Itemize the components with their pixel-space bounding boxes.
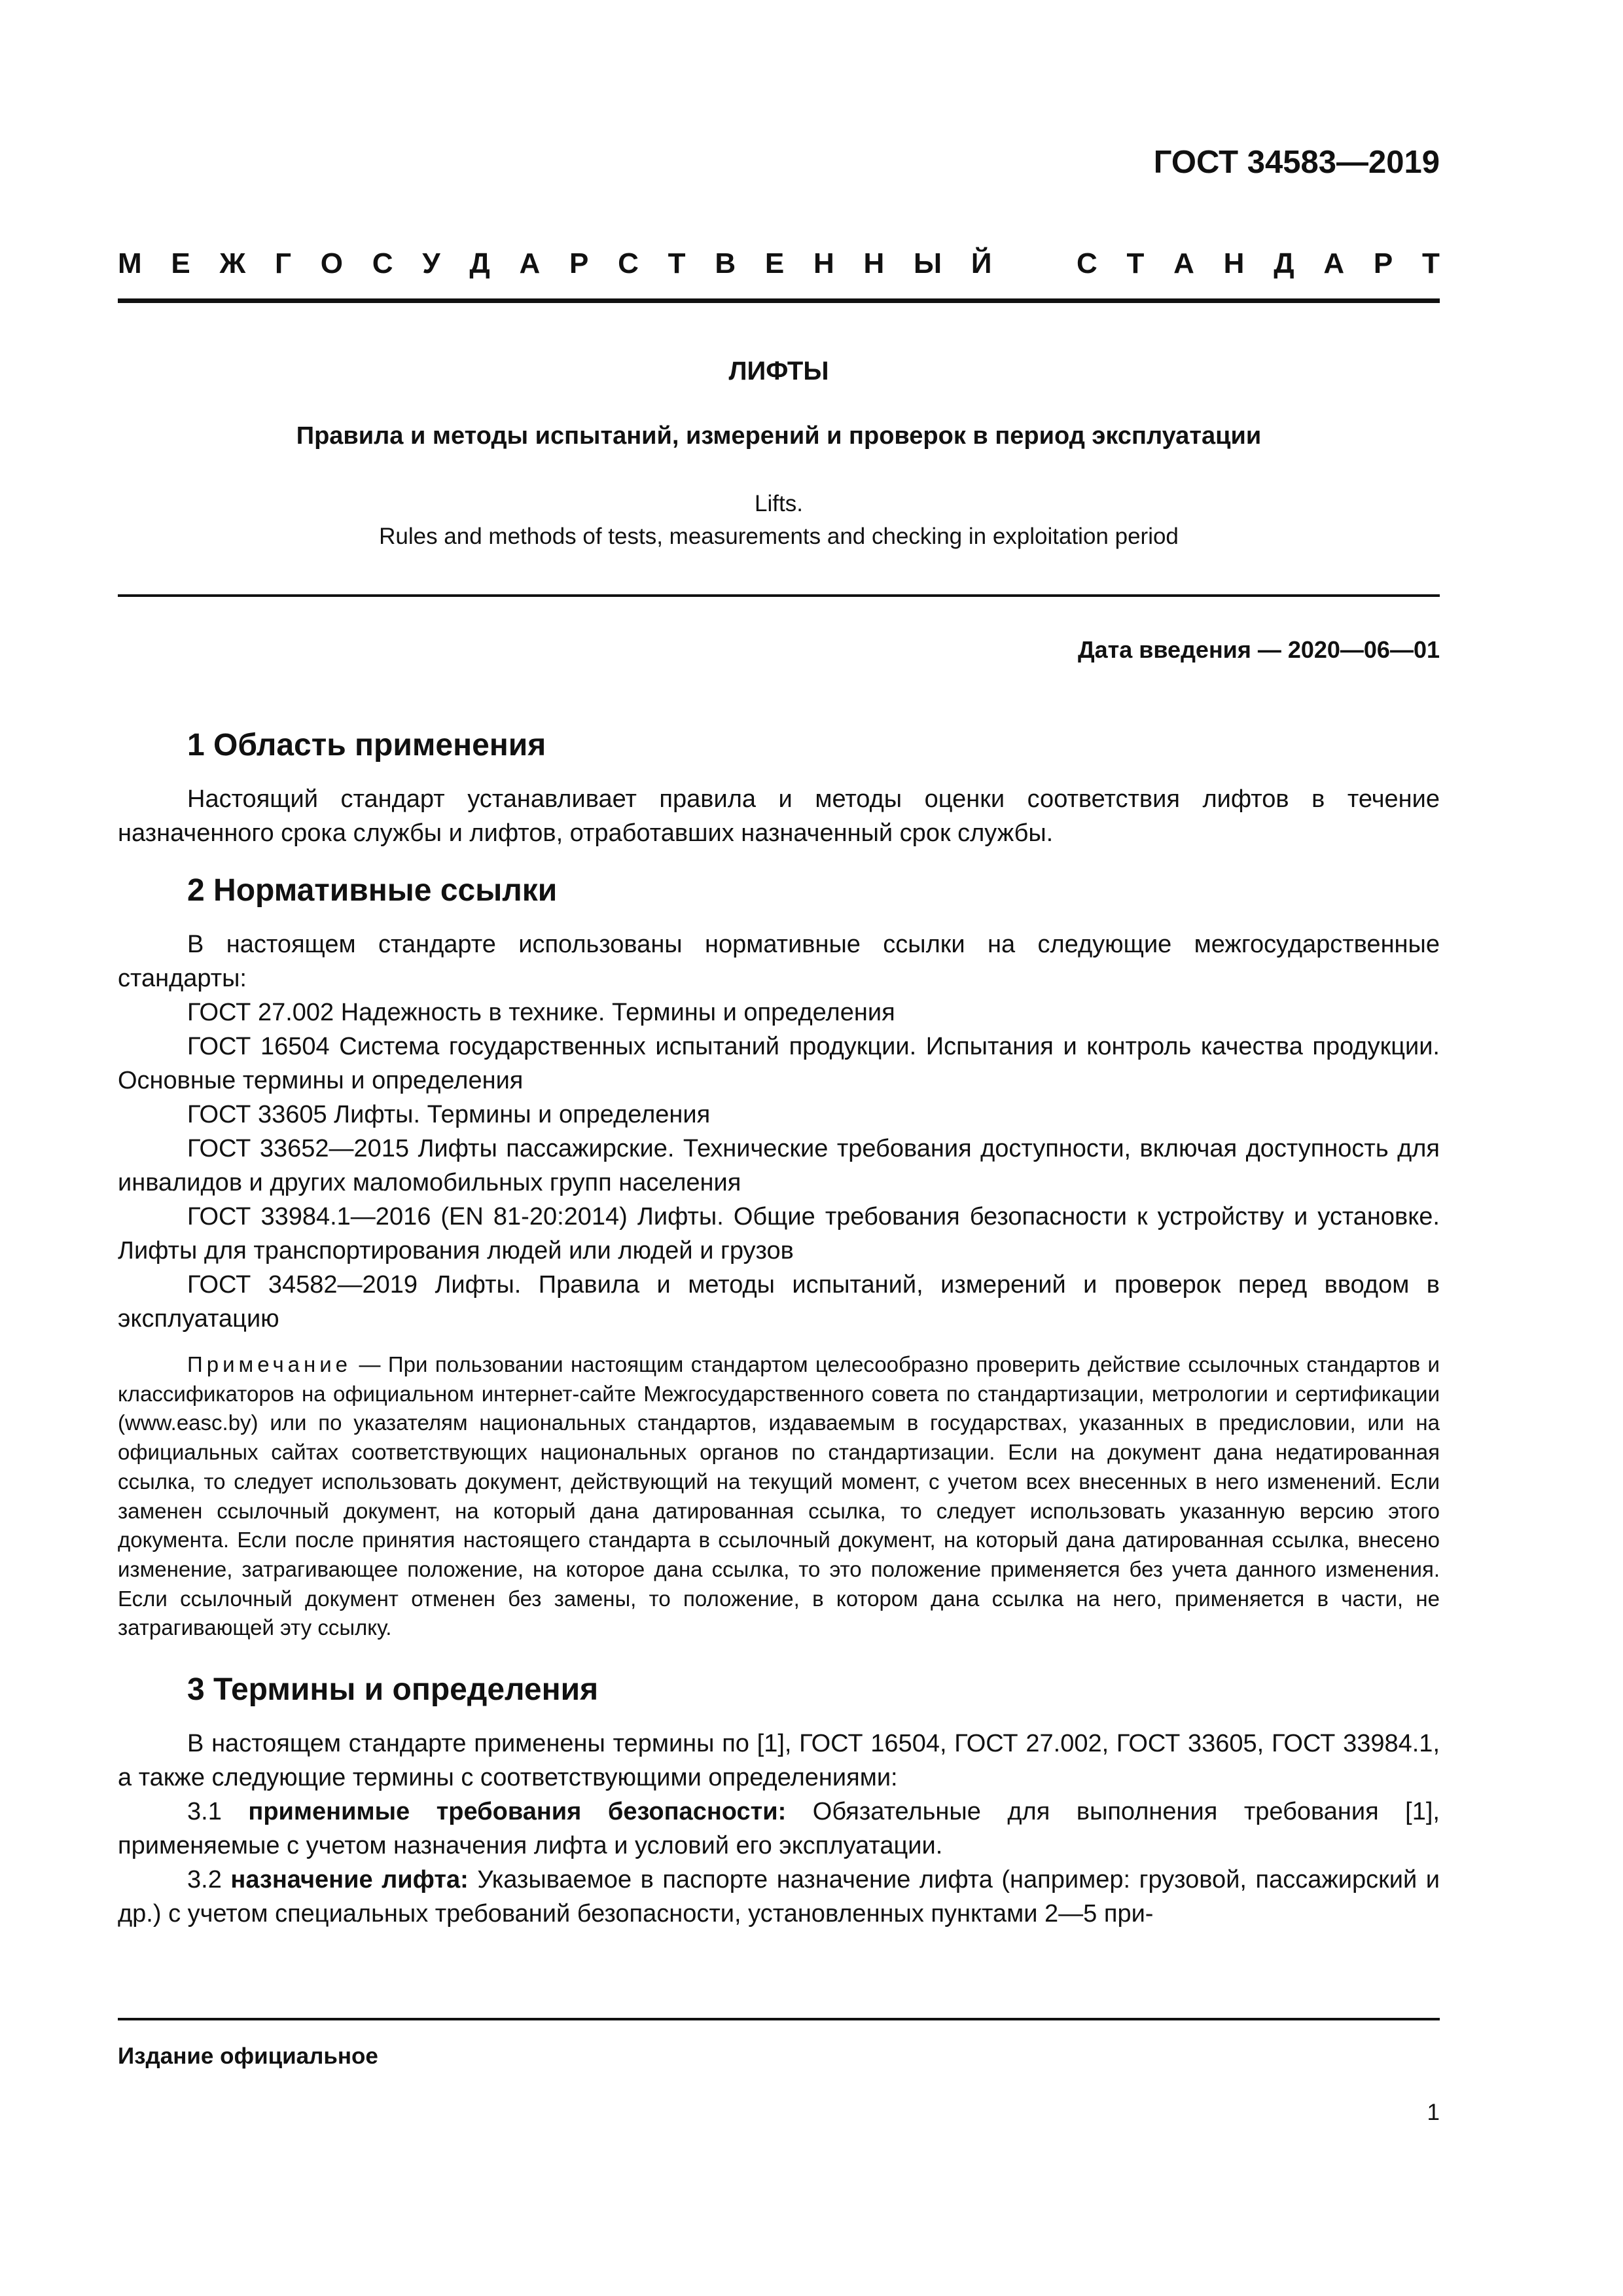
- banner-letter: Д: [1274, 247, 1294, 279]
- paragraph: В настоящем стандарте использованы нормативные ссылки на следующие межгосударственные стандарты:: [118, 931, 1440, 992]
- reference-item: ГОСТ 33605 Лифты. Термины и определения: [187, 1101, 711, 1128]
- section-heading: 3 Термины и определения: [187, 1672, 599, 1708]
- banner-letter: Н: [863, 247, 885, 279]
- banner-letter: Й: [971, 247, 992, 279]
- banner-letter: Е: [171, 247, 190, 279]
- page-number: 1: [1427, 2100, 1440, 2125]
- english-title: [118, 488, 1440, 553]
- reference-item: ГОСТ 33652—2015 Лифты пассажирские. Технические требования доступности, включая доступность для инвалидов и других маломобильных групп населения: [118, 1135, 1440, 1196]
- banner-letter: Д: [469, 247, 490, 279]
- term-definition: [118, 1863, 1440, 1931]
- edition-label: Издание официальное: [118, 2043, 378, 2069]
- document-number: ГОСТ 34583—2019: [1153, 145, 1440, 180]
- note-text: — При пользовании настоящим стандартом целесообразно проверить действие ссылочных стандартов и классификаторов на официальном интернет-сайте Межгосударственного совета по стандартизации, метрологии и сертификации (www.easc.by) или по указателям национальных стандартов, издаваемым в государствах, указанных в предисловии, или на официальных сайтах соответствующих национальных органов по стандартизации. Если на документ дана недатированная ссылка, то следует использовать документ, действующий на текущий момент, с учетом всех внесенных в него изменений. Если заменен ссылочный документ, на который дана датированная ссылка, то следует использовать указанную версию этого документа. Если после принятия настоящего стандарта в ссылочный документ, на который дана датированная ссылка, внесено изменение, затрагивающее положение, на которое дана ссылка, то это положение применяется без учета данного изменения. Если ссылочный документ отменен без замены, то положение, в котором дана ссылка на него, применяется в части, не затрагивающей эту ссылку.: [118, 1352, 1440, 1640]
- document-body: [118, 723, 1440, 1931]
- note-paragraph: [118, 1350, 1440, 1643]
- banner-letter: Т: [668, 247, 686, 279]
- term-number: 3.2: [187, 1866, 231, 1894]
- banner-letter: А: [1173, 247, 1194, 279]
- reference-item: ГОСТ 27.002 Надежность в технике. Термины и определения: [187, 999, 895, 1026]
- banner-letter: Г: [275, 247, 291, 279]
- term-definition: [118, 1795, 1440, 1863]
- paragraph: Настоящий стандарт устанавливает правила и методы оценки соответствия лифтов в течение назначенного срока службы и лифтов, отработавших назначенный срок службы.: [118, 785, 1440, 847]
- reference-item: ГОСТ 33984.1—2016 (EN 81-20:2014) Лифты. Общие требования безопасности к устройству и установке. Лифты для транспортирования людей или людей и грузов: [118, 1203, 1440, 1265]
- section-heading: 2 Нормативные ссылки: [187, 873, 558, 908]
- note-label: Примечание: [187, 1352, 352, 1376]
- term-name: назначение лифта:: [230, 1866, 469, 1894]
- term-name: применимые требования безопасности:: [248, 1798, 787, 1826]
- header-divider: [118, 298, 1440, 303]
- banner-letter: Ж: [219, 247, 246, 279]
- banner-letter: Ы: [914, 247, 942, 279]
- term-text: Указываемое в паспорте назначение лифта (например: грузовой, пассажирский и др.) с учетом специальных требований безопасности, установленных пунктами 2—5 при-: [118, 1866, 1440, 1928]
- document-title: ЛИФТЫ: [728, 357, 829, 386]
- english-title-line: Rules and methods of tests, measurements and checking in exploitation period: [379, 524, 1179, 549]
- banner-letter: О: [320, 247, 343, 279]
- banner-letter: С: [1076, 247, 1097, 279]
- banner-letter: А: [1323, 247, 1345, 279]
- banner-letter: М: [118, 247, 142, 279]
- title-divider: [118, 594, 1440, 597]
- term-text: Обязательные для выполнения требования [1], применяемые с учетом назначения лифта и условий его эксплуатации.: [118, 1798, 1440, 1860]
- banner-letter: А: [519, 247, 541, 279]
- footer-divider: [118, 2018, 1440, 2020]
- banner-letter: Р: [569, 247, 589, 279]
- banner-letter: С: [372, 247, 393, 279]
- section-heading: 1 Область применения: [187, 728, 546, 762]
- reference-item: ГОСТ 34582—2019 Лифты. Правила и методы испытаний, измерений и проверок перед вводом в эксплуатацию: [118, 1271, 1440, 1333]
- banner-letter: Е: [764, 247, 785, 279]
- standard-banner: [118, 247, 1440, 280]
- reference-item: ГОСТ 16504 Система государственных испытаний продукции. Испытания и контроль качества продукции. Основные термины и определения: [118, 1033, 1440, 1094]
- banner-letter: Н: [1223, 247, 1245, 279]
- banner-letter: В: [715, 247, 736, 279]
- banner-letter: Н: [813, 247, 834, 279]
- term-number: 3.1: [187, 1798, 249, 1826]
- introduction-date: Дата введения — 2020—06—01: [1077, 636, 1440, 663]
- banner-letter: Т: [1126, 247, 1145, 279]
- banner-letter: У: [422, 247, 440, 279]
- banner-letter: Р: [1373, 247, 1393, 279]
- paragraph: В настоящем стандарте применены термины по [1], ГОСТ 16504, ГОСТ 27.002, ГОСТ 33605, ГОСТ 33984.1, а также следующие термины с соответствующими определениями:: [118, 1730, 1440, 1792]
- document-subtitle: Правила и методы испытаний, измерений и проверок в период эксплуатации: [296, 422, 1262, 450]
- banner-letter: С: [618, 247, 639, 279]
- english-title-line: Lifts.: [755, 491, 803, 516]
- banner-gap: [1021, 247, 1047, 280]
- banner-letter: Т: [1421, 247, 1440, 279]
